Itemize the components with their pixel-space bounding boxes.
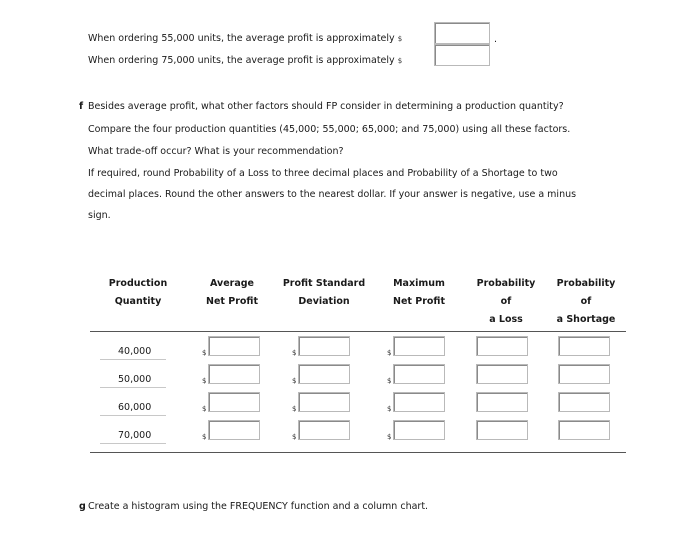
- avg-profit-75000-text: When ordering 75,000 units, the average profit is approximately: [88, 55, 395, 66]
- row-separator: [100, 415, 166, 416]
- currency-symbol: $: [202, 433, 207, 441]
- part-g-letter: g: [79, 501, 86, 512]
- part-f-letter: f: [79, 101, 84, 112]
- max-net-profit-input[interactable]: [393, 336, 445, 356]
- avg-profit-55000-text: When ordering 55,000 units, the average profit is approximately: [88, 33, 395, 44]
- row-separator: [100, 387, 166, 388]
- header-max-line1: Maximum: [393, 278, 445, 289]
- profit-std-dev-input[interactable]: [298, 364, 350, 384]
- part-f-instruction-2: decimal places. Round the other answers to the nearest dollar. If your answer is negative, use a minus: [88, 189, 577, 200]
- part-f-question-1: Besides average profit, what other factors should FP consider in determining a production quantity?: [88, 101, 564, 112]
- part-g-text: Create a histogram using the FREQUENCY function and a column chart.: [88, 501, 429, 512]
- avg-net-profit-input[interactable]: [208, 420, 260, 440]
- table-row: [88, 392, 628, 416]
- header-std-line2: Deviation: [298, 296, 350, 307]
- header-std-line1: Profit Standard: [282, 278, 366, 289]
- avg-profit-55000-input[interactable]: [434, 22, 490, 44]
- header-ploss-line1: Probability: [476, 278, 536, 289]
- currency-symbol: $: [292, 405, 297, 413]
- max-net-profit-input[interactable]: [393, 364, 445, 384]
- header-production-line1: Production: [108, 278, 168, 289]
- currency-symbol: $: [202, 405, 207, 413]
- prob-loss-input[interactable]: [476, 392, 528, 412]
- currency-symbol: $: [202, 377, 207, 385]
- header-profit-std-dev: [274, 278, 374, 307]
- profit-std-dev-input[interactable]: [298, 336, 350, 356]
- prob-shortage-input[interactable]: [558, 420, 610, 440]
- avg-net-profit-input[interactable]: [208, 392, 260, 412]
- header-prob-shortage: [548, 278, 624, 325]
- row-separator: [100, 359, 166, 360]
- header-avg-line2: Net Profit: [206, 296, 258, 307]
- header-production: [88, 278, 188, 307]
- avg-profit-75000-line: [88, 55, 402, 66]
- avg-profit-75000-input[interactable]: [434, 44, 490, 66]
- prob-shortage-input[interactable]: [558, 364, 610, 384]
- profit-std-dev-input[interactable]: [298, 420, 350, 440]
- part-f-question-2: Compare the four production quantities (45,000; 55,000; 65,000; and 75,000) using all these factors.: [88, 124, 571, 135]
- avg-net-profit-input[interactable]: [208, 364, 260, 384]
- header-prob-loss: [466, 278, 546, 325]
- avg-net-profit-input[interactable]: [208, 336, 260, 356]
- header-pshort-line1: Probability: [556, 278, 616, 289]
- part-f-question-3: What trade-off occur? What is your recommendation?: [88, 146, 344, 157]
- production-quantity: 70,000: [118, 430, 152, 441]
- currency-symbol: $: [397, 57, 403, 65]
- currency-symbol: $: [387, 405, 392, 413]
- prob-shortage-input[interactable]: [558, 392, 610, 412]
- prob-loss-input[interactable]: [476, 336, 528, 356]
- header-pshort-line2: of: [580, 296, 592, 307]
- header-ploss-line3: a Loss: [489, 314, 523, 325]
- currency-symbol: $: [397, 35, 403, 43]
- currency-symbol: $: [387, 433, 392, 441]
- header-pshort-line3: a Shortage: [556, 314, 616, 325]
- avg-profit-55000-line: [88, 33, 402, 44]
- max-net-profit-input[interactable]: [393, 420, 445, 440]
- prob-shortage-input[interactable]: [558, 336, 610, 356]
- currency-symbol: $: [202, 349, 207, 357]
- header-ploss-line2: of: [500, 296, 512, 307]
- header-avg-line1: Average: [210, 278, 254, 289]
- table-row: [88, 420, 628, 444]
- header-production-line2: Quantity: [114, 296, 162, 307]
- prob-loss-input[interactable]: [476, 364, 528, 384]
- table-row: [88, 336, 628, 360]
- table-bottom-divider: [90, 452, 626, 453]
- currency-symbol: $: [387, 349, 392, 357]
- currency-symbol: $: [292, 349, 297, 357]
- header-divider: [90, 331, 626, 332]
- part-f-instruction-3: sign.: [88, 210, 111, 221]
- header-average-net-profit: [186, 278, 278, 307]
- prob-loss-input[interactable]: [476, 420, 528, 440]
- profit-std-dev-input[interactable]: [298, 392, 350, 412]
- table-row: [88, 364, 628, 388]
- sentence-period: .: [494, 34, 498, 45]
- currency-symbol: $: [292, 433, 297, 441]
- header-max-net-profit: [378, 278, 460, 307]
- production-quantity: 60,000: [118, 402, 152, 413]
- currency-symbol: $: [292, 377, 297, 385]
- currency-symbol: $: [387, 377, 392, 385]
- part-f-instruction-1: If required, round Probability of a Loss to three decimal places and Probability of a Shortage to two: [88, 168, 558, 179]
- row-separator: [100, 443, 166, 444]
- results-table: [88, 264, 628, 454]
- production-quantity: 40,000: [118, 346, 152, 357]
- header-max-line2: Net Profit: [393, 296, 445, 307]
- production-quantity: 50,000: [118, 374, 152, 385]
- max-net-profit-input[interactable]: [393, 392, 445, 412]
